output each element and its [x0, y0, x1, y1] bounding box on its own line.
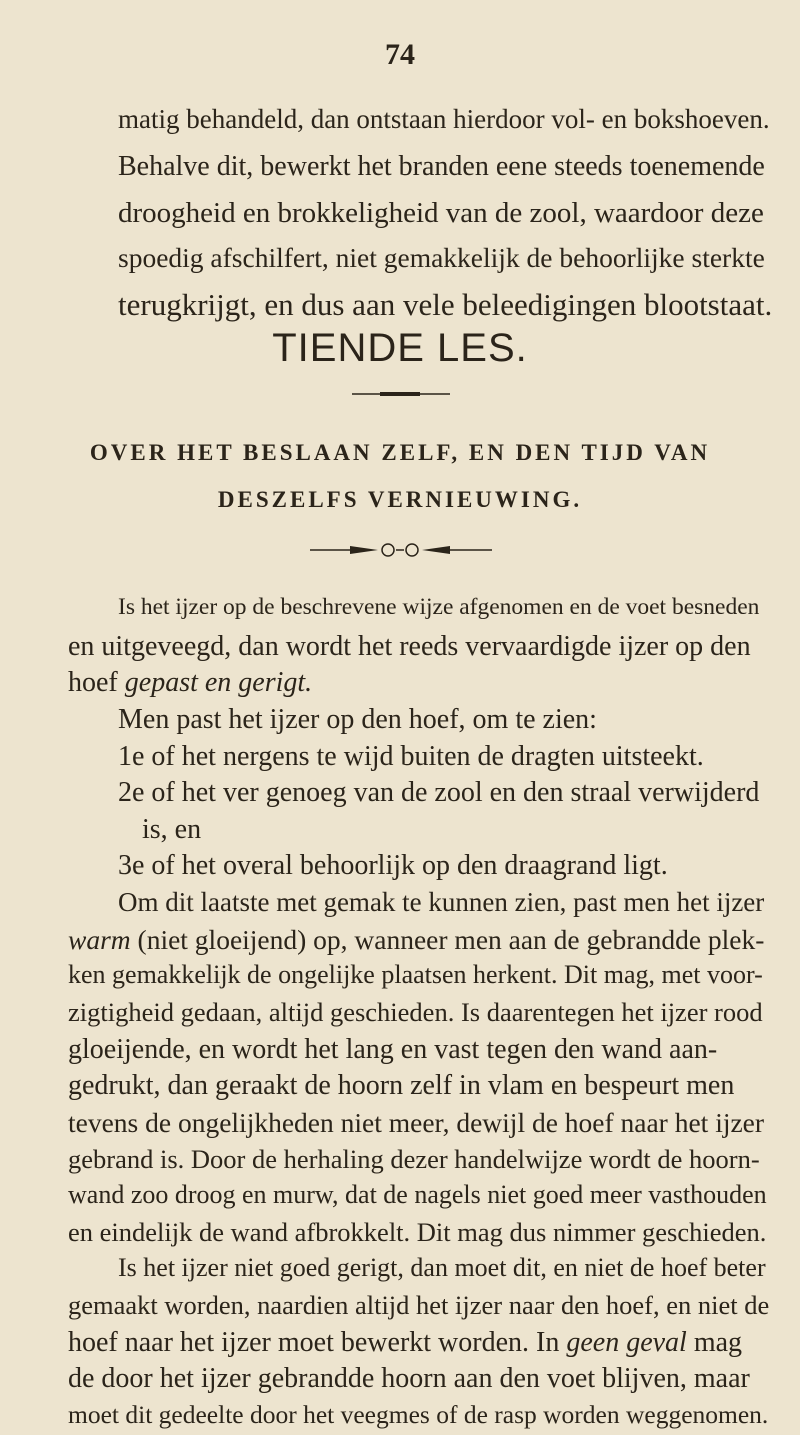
text-line: moet dit gedeelte door het veegmes of de rasp worden weggenomen.: [68, 1400, 769, 1429]
chapter-title: TIENDE LES.: [272, 326, 528, 370]
text-line: ken gemakkelijk de ongelijke plaatsen herkent. Dit mag, met voor-: [68, 960, 763, 990]
page-number: 74: [385, 38, 415, 71]
text-line: gloeijende, en wordt het lang en vast tegen den wand aan-: [68, 1033, 718, 1065]
text-line: 1e of het nergens te wijd buiten de dragten uitsteekt.: [118, 740, 704, 772]
text-line: Is het ijzer niet goed gerigt, dan moet dit, en niet de hoef beter: [118, 1253, 766, 1283]
text-line: gemaakt worden, naardien altijd het ijzer naar den hoef, en niet de: [68, 1290, 770, 1321]
text-line: spoedig afschilfert, niet gemakkelijk de behoorlijke sterkte: [118, 242, 765, 273]
text-line: de door het ijzer gebrandde hoorn aan den voet blijven, maar: [68, 1363, 750, 1395]
text-run: hoef: [68, 667, 125, 699]
text-line: [68, 1326, 743, 1358]
chapter-subtitle-line-1: OVER HET BESLAAN ZELF, EN DEN TIJD VAN: [89, 440, 711, 465]
text-line: zigtigheid gedaan, altijd geschieden. Is daarentegen het ijzer rood: [68, 997, 763, 1027]
text-line: en uitgeveegd, dan wordt het reeds vervaardigde ijzer op den: [68, 630, 751, 662]
text-run: (niet gloeijend) op, wanneer men aan de gebrandde plek-: [130, 923, 765, 955]
text-line: 3e of het overal behoorlijk op den draagrand ligt.: [118, 850, 668, 882]
text-line: tevens de ongelijkheden niet meer, dewijl de hoef naar het ijzer: [68, 1106, 765, 1138]
italic-text: warm: [68, 923, 131, 955]
text-line: gebrand is. Door de herhaling dezer handelwijze wordt de hoorn-: [68, 1143, 760, 1174]
text-line: en eindelijk de wand afbrokkelt. Dit mag dus nimmer geschieden.: [68, 1216, 767, 1247]
text-line: Behalve dit, bewerkt het branden eene steeds toenemende: [118, 151, 765, 182]
chapter-subtitle-line-2: DESZELFS VERNIEUWING.: [217, 487, 583, 512]
italic-text: geen geval: [566, 1326, 687, 1358]
text-line: Om dit laatste met gemak te kunnen zien, past men het ijzer: [118, 887, 765, 918]
text-line: droogheid en brokkeligheid van de zool, waardoor deze: [118, 197, 764, 229]
text-line: [68, 923, 765, 955]
divider-rule: [0, 388, 800, 400]
text-line: gedrukt, dan geraakt de hoorn zelf in vlam en bespeurt men: [68, 1070, 735, 1102]
text-line: is, en: [142, 813, 202, 845]
italic-text: gepast en gerigt.: [124, 667, 313, 699]
text-line: [68, 669, 312, 697]
text-run: mag: [686, 1326, 743, 1358]
text-line: Is het ijzer op de beschrevene wijze afgenomen en de voet besneden: [118, 594, 760, 620]
text-line: terugkrijgt, en dus aan vele beleedigingen blootstaat.: [118, 287, 773, 322]
text-line: 2e of het ver genoeg van de zool en den straal verwijderd: [118, 777, 760, 809]
text-line: wand zoo droog en murw, dat de nagels niet goed meer vasthouden: [68, 1180, 767, 1210]
ornament-divider: [0, 538, 800, 562]
text-run: hoef naar het ijzer moet bewerkt worden. In: [68, 1326, 567, 1358]
text-line: Men past het ijzer op den hoef, om te zien:: [118, 703, 597, 735]
text-line: matig behandeld, dan ontstaan hierdoor vol- en bokshoeven.: [118, 104, 770, 134]
